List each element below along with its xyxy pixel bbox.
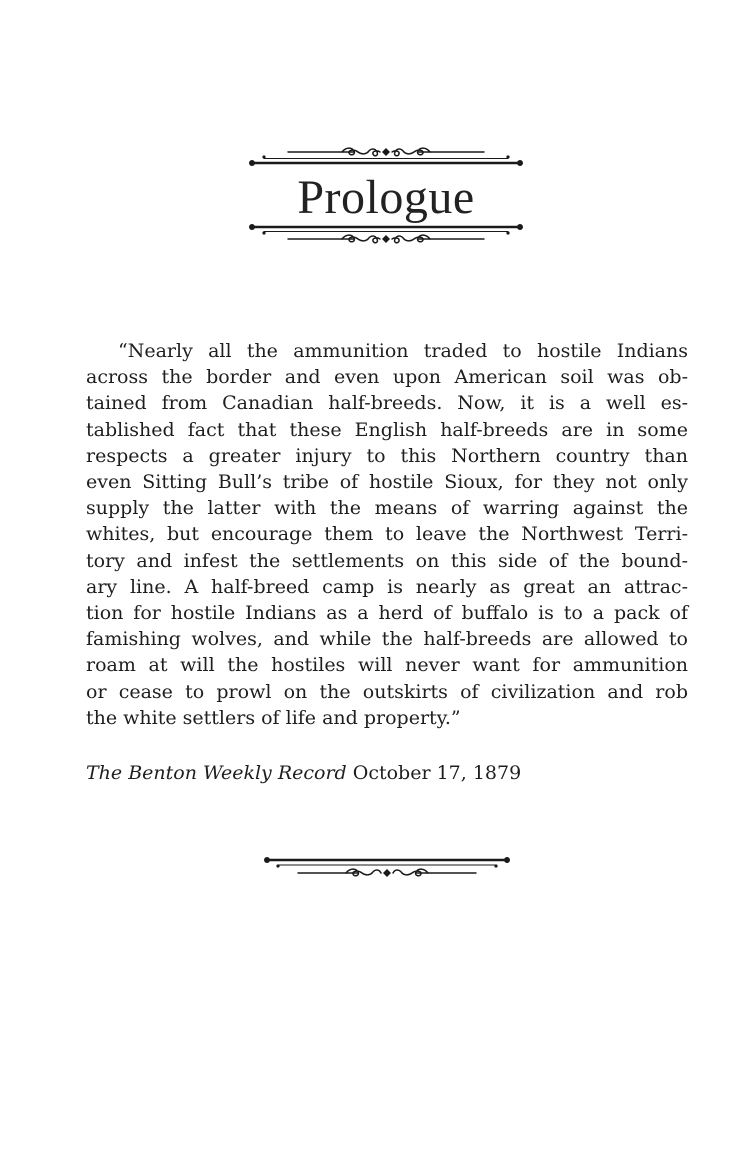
quote-line: tory and infest the settlements on this side of the bound- <box>86 549 688 572</box>
quote-line: “Nearly all the ammunition traded to hostile Indians <box>118 340 688 362</box>
title-underline-ornament <box>246 222 526 250</box>
quote-citation <box>86 760 688 786</box>
chapter-title: Prologue <box>297 171 475 224</box>
quote-line: ary line. A half-breed camp is nearly as great an attrac- <box>86 575 688 598</box>
quote-line: tion for hostile Indians as a herd of buffalo is to a pack of <box>86 602 688 625</box>
quote-line: or cease to prowl on the outskirts of civilization and rob <box>86 680 688 703</box>
quote-line: even Sitting Bull’s tribe of hostile Sioux, for they not only <box>86 471 688 494</box>
quote-line: whites, but encourage them to leave the Northwest Terri- <box>86 523 688 546</box>
quote-line: famishing wolves, and while the half-breeds are allowed to <box>86 628 688 651</box>
quote-line: tablished fact that these English half-breeds are in some <box>86 418 688 441</box>
quote-line: respects a greater injury to this Northern country than <box>86 444 688 467</box>
citation-date: October 17, 1879 <box>352 762 522 784</box>
top-ornament <box>246 140 526 168</box>
quote-line: roam at will the hostiles will never want for ammunition <box>86 654 688 677</box>
bottom-ornament <box>262 852 512 882</box>
citation-source: The Benton Weekly Record <box>86 762 347 784</box>
prologue-quote <box>86 338 688 731</box>
quote-line: the white settlers of life and property.” <box>86 706 461 729</box>
quote-line: supply the latter with the means of warring against the <box>86 497 688 520</box>
quote-line: tained from Canadian half-breeds. Now, it is a well es- <box>86 392 688 415</box>
quote-line: across the border and even upon American soil was ob- <box>86 366 688 389</box>
